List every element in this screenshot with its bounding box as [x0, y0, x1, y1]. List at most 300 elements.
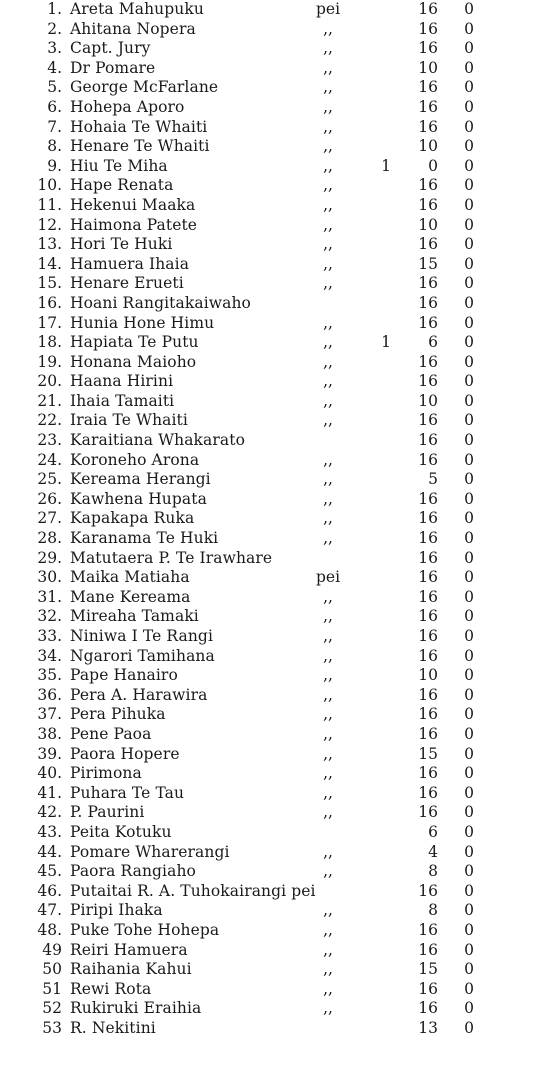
list-item: [18, 372, 518, 392]
list-item: [18, 960, 518, 980]
subscriber-list: [18, 0, 518, 1038]
ditto-mark: ,,: [323, 862, 333, 881]
amount-pence: 0: [464, 627, 474, 645]
amount-pence: 0: [464, 391, 474, 410]
entry-number: 16.: [37, 293, 62, 312]
entry-name: Ihaia Tamaiti: [70, 391, 175, 410]
entry-number: 53: [42, 1018, 62, 1037]
entry-number: 29.: [37, 548, 62, 567]
entry-number: 30.: [37, 568, 62, 587]
amount-pence: 0: [464, 548, 474, 567]
amount-shillings: 16: [418, 509, 438, 528]
amount-pence: 0: [464, 529, 474, 548]
amount-shillings: 16: [418, 587, 438, 606]
entry-name: Maika Matiaha: [70, 568, 190, 587]
entry-name: Matutaera P. Te Irawhare: [70, 548, 273, 567]
list-item: [18, 137, 518, 157]
amount-shillings: 16: [418, 313, 438, 332]
ditto-mark: ,,: [323, 724, 333, 743]
ditto-mark: ,,: [323, 450, 333, 469]
entry-number: 25.: [37, 470, 62, 489]
entry-number: 8.: [47, 137, 62, 156]
entry-name: Karaitiana Whakarato: [70, 431, 246, 450]
list-item: [18, 666, 518, 686]
amount-shillings: 16: [418, 646, 438, 665]
entry-number: 6.: [47, 97, 62, 116]
ditto-mark: ,,: [323, 979, 333, 998]
ditto-mark: ,,: [323, 803, 333, 822]
amount-shillings: 16: [418, 607, 438, 626]
amount-pence: 0: [464, 822, 474, 841]
ditto-mark: ,,: [323, 764, 333, 783]
entry-number: 28.: [37, 529, 62, 548]
amount-pence: 0: [464, 333, 474, 352]
entry-number: 35.: [37, 666, 62, 685]
amount-pence: 0: [464, 803, 474, 822]
amount-pence: 0: [464, 78, 474, 97]
amount-pence: 0: [464, 705, 474, 724]
ditto-mark: ,,: [323, 489, 333, 508]
entry-name: Henare Erueti: [70, 274, 184, 293]
list-item: [18, 20, 518, 40]
list-item: [18, 980, 518, 1000]
amount-shillings: 16: [418, 627, 438, 645]
amount-shillings: 16: [418, 685, 438, 704]
amount-pence: 0: [464, 901, 474, 920]
entry-number: 44.: [37, 842, 62, 861]
entry-number: 12.: [37, 215, 62, 234]
amount-shillings: 16: [418, 529, 438, 548]
list-item: [18, 431, 518, 451]
amount-shillings: 16: [418, 372, 438, 391]
entry-name: Hapiata Te Putu: [70, 333, 199, 352]
amount-pence: 0: [464, 176, 474, 195]
list-item: [18, 686, 518, 706]
entry-name: Hohaia Te Whaiti: [70, 117, 208, 136]
amount-shillings: 16: [418, 352, 438, 371]
amount-shillings: 16: [418, 97, 438, 116]
entry-number: 46.: [37, 881, 62, 900]
amount-pence: 0: [464, 920, 474, 939]
amount-shillings: 6: [428, 333, 438, 352]
list-item: [18, 568, 518, 588]
entry-name: Paora Rangiaho: [70, 862, 196, 881]
amount-shillings: 13: [418, 1018, 438, 1037]
amount-pence: 0: [464, 215, 474, 234]
ditto-mark: ,,: [323, 940, 333, 959]
entry-name: Capt. Jury: [70, 39, 151, 58]
list-item: [18, 255, 518, 275]
amount-pence: 0: [464, 117, 474, 136]
entry-number: 45.: [37, 862, 62, 881]
amount-shillings: 6: [428, 822, 438, 841]
entry-name: Hamuera Ihaia: [70, 254, 190, 273]
entry-name: Honana Maioho: [70, 352, 197, 371]
entry-name: Karanama Te Huki: [70, 529, 219, 548]
amount-shillings: 8: [428, 901, 438, 920]
amount-pence: 0: [464, 293, 474, 312]
list-item: [18, 784, 518, 804]
amount-shillings: 15: [418, 744, 438, 763]
amount-shillings: 16: [418, 78, 438, 97]
entry-number: 24.: [37, 450, 62, 469]
amount-shillings: 10: [418, 137, 438, 156]
entry-number: 22.: [37, 411, 62, 430]
list-item: [18, 647, 518, 667]
entry-name: Hoani Rangitakaiwaho: [70, 293, 251, 312]
entry-name: Rukiruki Eraihia: [70, 999, 202, 1018]
ditto-mark: ,,: [323, 352, 333, 371]
amount-shillings: 15: [418, 960, 438, 979]
entry-number: 7.: [47, 117, 62, 136]
ditto-mark: pei: [315, 0, 341, 18]
list-item: [18, 509, 518, 529]
ditto-mark: ,,: [323, 685, 333, 704]
list-item: [18, 294, 518, 314]
ditto-mark: ,,: [323, 783, 333, 802]
amount-pence: 0: [464, 352, 474, 371]
entry-name: Niniwa I Te Rangi: [70, 627, 214, 645]
amount-shillings: 16: [418, 705, 438, 724]
entry-name: Pirimona: [70, 764, 142, 783]
amount-pence: 0: [464, 568, 474, 587]
list-item: [18, 921, 518, 941]
entry-name: Hori Te Huki: [70, 235, 173, 254]
amount-shillings: 16: [418, 293, 438, 312]
entry-name: Kawhena Hupata: [70, 489, 207, 508]
amount-shillings: 16: [418, 0, 438, 18]
ditto-mark: ,,: [323, 176, 333, 195]
amount-pence: 0: [464, 313, 474, 332]
ditto-mark: ,,: [323, 333, 333, 352]
list-item: [18, 353, 518, 373]
amount-shillings: 16: [418, 450, 438, 469]
entry-number: 38.: [37, 724, 62, 743]
entry-name: Pera Pihuka: [70, 705, 166, 724]
amount-shillings: 16: [418, 999, 438, 1018]
amount-shillings: 10: [418, 58, 438, 77]
amount-shillings: 16: [418, 724, 438, 743]
entry-number: 31.: [37, 587, 62, 606]
entry-name: Kapakapa Ruka: [70, 509, 195, 528]
ditto-mark: ,,: [323, 529, 333, 548]
entry-name: Hekenui Maaka: [70, 195, 196, 214]
amount-shillings: 16: [418, 881, 438, 900]
entry-number: 32.: [37, 607, 62, 626]
amount-shillings: 8: [428, 862, 438, 881]
entry-number: 15.: [37, 274, 62, 293]
ditto-mark: ,,: [323, 411, 333, 430]
list-item: [18, 803, 518, 823]
entry-name: Ahitana Nopera: [70, 19, 196, 38]
list-item: [18, 705, 518, 725]
ditto-mark: ,,: [323, 97, 333, 116]
amount-pence: 0: [464, 685, 474, 704]
amount-pence: 0: [464, 744, 474, 763]
list-item: [18, 157, 518, 177]
amount-shillings: 15: [418, 254, 438, 273]
entry-name: Mane Kereama: [70, 587, 191, 606]
entry-number: 36.: [37, 685, 62, 704]
entry-number: 5.: [47, 78, 62, 97]
entry-number: 9.: [47, 156, 62, 175]
amount-pence: 0: [464, 646, 474, 665]
amount-pence: 0: [464, 509, 474, 528]
list-item: [18, 392, 518, 412]
list-item: [18, 470, 518, 490]
amount-shillings: 16: [418, 195, 438, 214]
amount-shillings: 16: [418, 176, 438, 195]
ditto-mark: ,,: [323, 156, 333, 175]
list-item: [18, 39, 518, 59]
entry-number: 43.: [37, 822, 62, 841]
amount-shillings: 16: [418, 19, 438, 38]
list-item: [18, 941, 518, 961]
amount-pence: 0: [464, 137, 474, 156]
amount-shillings: 16: [418, 431, 438, 450]
entry-name: Ngarori Tamihana: [70, 646, 215, 665]
ditto-mark: ,,: [323, 607, 333, 626]
amount-pence: 0: [464, 156, 474, 175]
amount-shillings: 16: [418, 117, 438, 136]
amount-pence: 0: [464, 724, 474, 743]
entry-number: 18.: [37, 333, 62, 352]
amount-pence: 0: [464, 587, 474, 606]
entry-number: 10.: [37, 176, 62, 195]
list-item: [18, 745, 518, 765]
list-item: [18, 0, 518, 20]
amount-shillings: 5: [428, 470, 438, 489]
amount-shillings: 16: [418, 274, 438, 293]
list-item: [18, 59, 518, 79]
ditto-mark: ,,: [323, 627, 333, 645]
amount-pounds: 1: [381, 156, 391, 175]
list-item: [18, 216, 518, 236]
entry-name: Mireaha Tamaki: [70, 607, 199, 626]
amount-shillings: 4: [428, 842, 438, 861]
list-item: [18, 843, 518, 863]
list-item: [18, 764, 518, 784]
entry-name: Kereama Herangi: [70, 470, 211, 489]
entry-name: Hiu Te Miha: [70, 156, 168, 175]
list-item: [18, 627, 518, 647]
ditto-mark: ,,: [323, 19, 333, 38]
amount-shillings: 10: [418, 666, 438, 685]
list-item: [18, 118, 518, 138]
list-item: [18, 529, 518, 549]
list-item: [18, 235, 518, 255]
entry-number: 17.: [37, 313, 62, 332]
ditto-mark: ,,: [323, 58, 333, 77]
amount-shillings: 0: [428, 156, 438, 175]
entry-number: 23.: [37, 431, 62, 450]
ditto-mark: ,,: [323, 235, 333, 254]
amount-shillings: 16: [418, 764, 438, 783]
entry-number: 48.: [37, 920, 62, 939]
amount-pence: 0: [464, 842, 474, 861]
list-item: [18, 823, 518, 843]
ditto-mark: ,,: [323, 587, 333, 606]
list-item: [18, 1019, 518, 1039]
entry-name: Areta Mahupuku: [70, 0, 204, 18]
list-item: [18, 999, 518, 1019]
entry-name: Henare Te Whaiti: [70, 137, 210, 156]
list-item: [18, 549, 518, 569]
ditto-mark: ,,: [323, 372, 333, 391]
entry-name: Haimona Patete: [70, 215, 198, 234]
ditto-mark: ,,: [323, 842, 333, 861]
list-item: [18, 588, 518, 608]
list-item: [18, 901, 518, 921]
list-item: [18, 176, 518, 196]
entry-number: 13.: [37, 235, 62, 254]
entry-name: Pene Paoa: [70, 724, 152, 743]
ditto-mark: ,,: [323, 137, 333, 156]
amount-pence: 0: [464, 940, 474, 959]
amount-shillings: 10: [418, 391, 438, 410]
amount-pence: 0: [464, 764, 474, 783]
ditto-mark: ,,: [323, 646, 333, 665]
entry-number: 42.: [37, 803, 62, 822]
amount-pence: 0: [464, 979, 474, 998]
entry-number: 40.: [37, 764, 62, 783]
ditto-mark: ,,: [323, 254, 333, 273]
list-item: [18, 725, 518, 745]
ditto-mark: ,,: [323, 960, 333, 979]
amount-shillings: 16: [418, 235, 438, 254]
entry-name: Haana Hirini: [70, 372, 174, 391]
amount-shillings: 16: [418, 920, 438, 939]
entry-name: Koroneho Arona: [70, 450, 200, 469]
entry-name: Puhara Te Tau: [70, 783, 185, 802]
entry-number: 1.: [47, 0, 62, 18]
entry-name: Hunia Hone Himu: [70, 313, 215, 332]
amount-pence: 0: [464, 881, 474, 900]
amount-shillings: 16: [418, 489, 438, 508]
amount-pence: 0: [464, 58, 474, 77]
entry-name: Putaitai R. A. Tuhokairangi pei: [70, 881, 316, 900]
entry-name: Hape Renata: [70, 176, 174, 195]
amount-pence: 0: [464, 19, 474, 38]
entry-number: 27.: [37, 509, 62, 528]
entry-name: Reiri Hamuera: [70, 940, 188, 959]
amount-pence: 0: [464, 862, 474, 881]
list-item: [18, 862, 518, 882]
entry-number: 14.: [37, 254, 62, 273]
ditto-mark: ,,: [323, 195, 333, 214]
entry-name: Iraia Te Whaiti: [70, 411, 188, 430]
entry-number: 11.: [37, 195, 62, 214]
list-item: [18, 333, 518, 353]
ditto-mark: ,,: [323, 215, 333, 234]
entry-name: Pomare Wharerangi: [70, 842, 230, 861]
entry-number: 50: [42, 960, 62, 979]
entry-name: George McFarlane: [70, 78, 219, 97]
amount-pence: 0: [464, 39, 474, 58]
list-item: [18, 314, 518, 334]
entry-name: Hohepa Aporo: [70, 97, 185, 116]
list-item: [18, 490, 518, 510]
list-item: [18, 607, 518, 627]
entry-number: 41.: [37, 783, 62, 802]
entry-name: Piripi Ihaka: [70, 901, 163, 920]
entry-number: 49: [42, 940, 62, 959]
amount-pence: 0: [464, 97, 474, 116]
entry-number: 20.: [37, 372, 62, 391]
amount-shillings: 16: [418, 803, 438, 822]
amount-pence: 0: [464, 411, 474, 430]
ditto-mark: pei: [315, 568, 341, 587]
amount-shillings: 10: [418, 215, 438, 234]
ditto-mark: ,,: [323, 901, 333, 920]
entry-number: 2.: [47, 19, 62, 38]
entry-number: 19.: [37, 352, 62, 371]
entry-name: Raihania Kahui: [70, 960, 192, 979]
entry-name: P. Paurini: [70, 803, 145, 822]
ditto-mark: ,,: [323, 999, 333, 1018]
amount-pence: 0: [464, 274, 474, 293]
list-item: [18, 78, 518, 98]
ditto-mark: ,,: [323, 509, 333, 528]
entry-number: 34.: [37, 646, 62, 665]
entry-number: 3.: [47, 39, 62, 58]
amount-pounds: 1: [381, 333, 391, 352]
ditto-mark: ,,: [323, 920, 333, 939]
entry-number: 33.: [37, 627, 62, 645]
amount-pence: 0: [464, 431, 474, 450]
amount-shillings: 16: [418, 568, 438, 587]
entry-name: Paora Hopere: [70, 744, 180, 763]
amount-pence: 0: [464, 783, 474, 802]
amount-pence: 0: [464, 999, 474, 1018]
amount-shillings: 16: [418, 39, 438, 58]
entry-name: R. Nekitini: [70, 1018, 156, 1037]
amount-pence: 0: [464, 0, 474, 18]
entry-number: 39.: [37, 744, 62, 763]
entry-number: 4.: [47, 58, 62, 77]
ditto-mark: ,,: [323, 117, 333, 136]
amount-pence: 0: [464, 666, 474, 685]
list-item: [18, 451, 518, 471]
ditto-mark: ,,: [323, 744, 333, 763]
entry-name: Pera A. Harawira: [70, 685, 208, 704]
entry-name: Peita Kotuku: [70, 822, 172, 841]
entry-number: 47.: [37, 901, 62, 920]
amount-shillings: 16: [418, 548, 438, 567]
amount-shillings: 16: [418, 940, 438, 959]
list-item: [18, 98, 518, 118]
list-item: [18, 274, 518, 294]
ditto-mark: ,,: [323, 274, 333, 293]
list-item: [18, 882, 518, 902]
amount-pence: 0: [464, 235, 474, 254]
list-item: [18, 411, 518, 431]
amount-pence: 0: [464, 1018, 474, 1037]
entry-name: Puke Tohe Hohepa: [70, 920, 220, 939]
ditto-mark: ,,: [323, 313, 333, 332]
list-item: [18, 196, 518, 216]
amount-pence: 0: [464, 195, 474, 214]
ditto-mark: ,,: [323, 705, 333, 724]
amount-pence: 0: [464, 372, 474, 391]
entry-number: 26.: [37, 489, 62, 508]
amount-pence: 0: [464, 489, 474, 508]
entry-number: 52: [42, 999, 62, 1018]
ditto-mark: ,,: [323, 666, 333, 685]
amount-pence: 0: [464, 470, 474, 489]
amount-shillings: 16: [418, 979, 438, 998]
entry-number: 21.: [37, 391, 62, 410]
